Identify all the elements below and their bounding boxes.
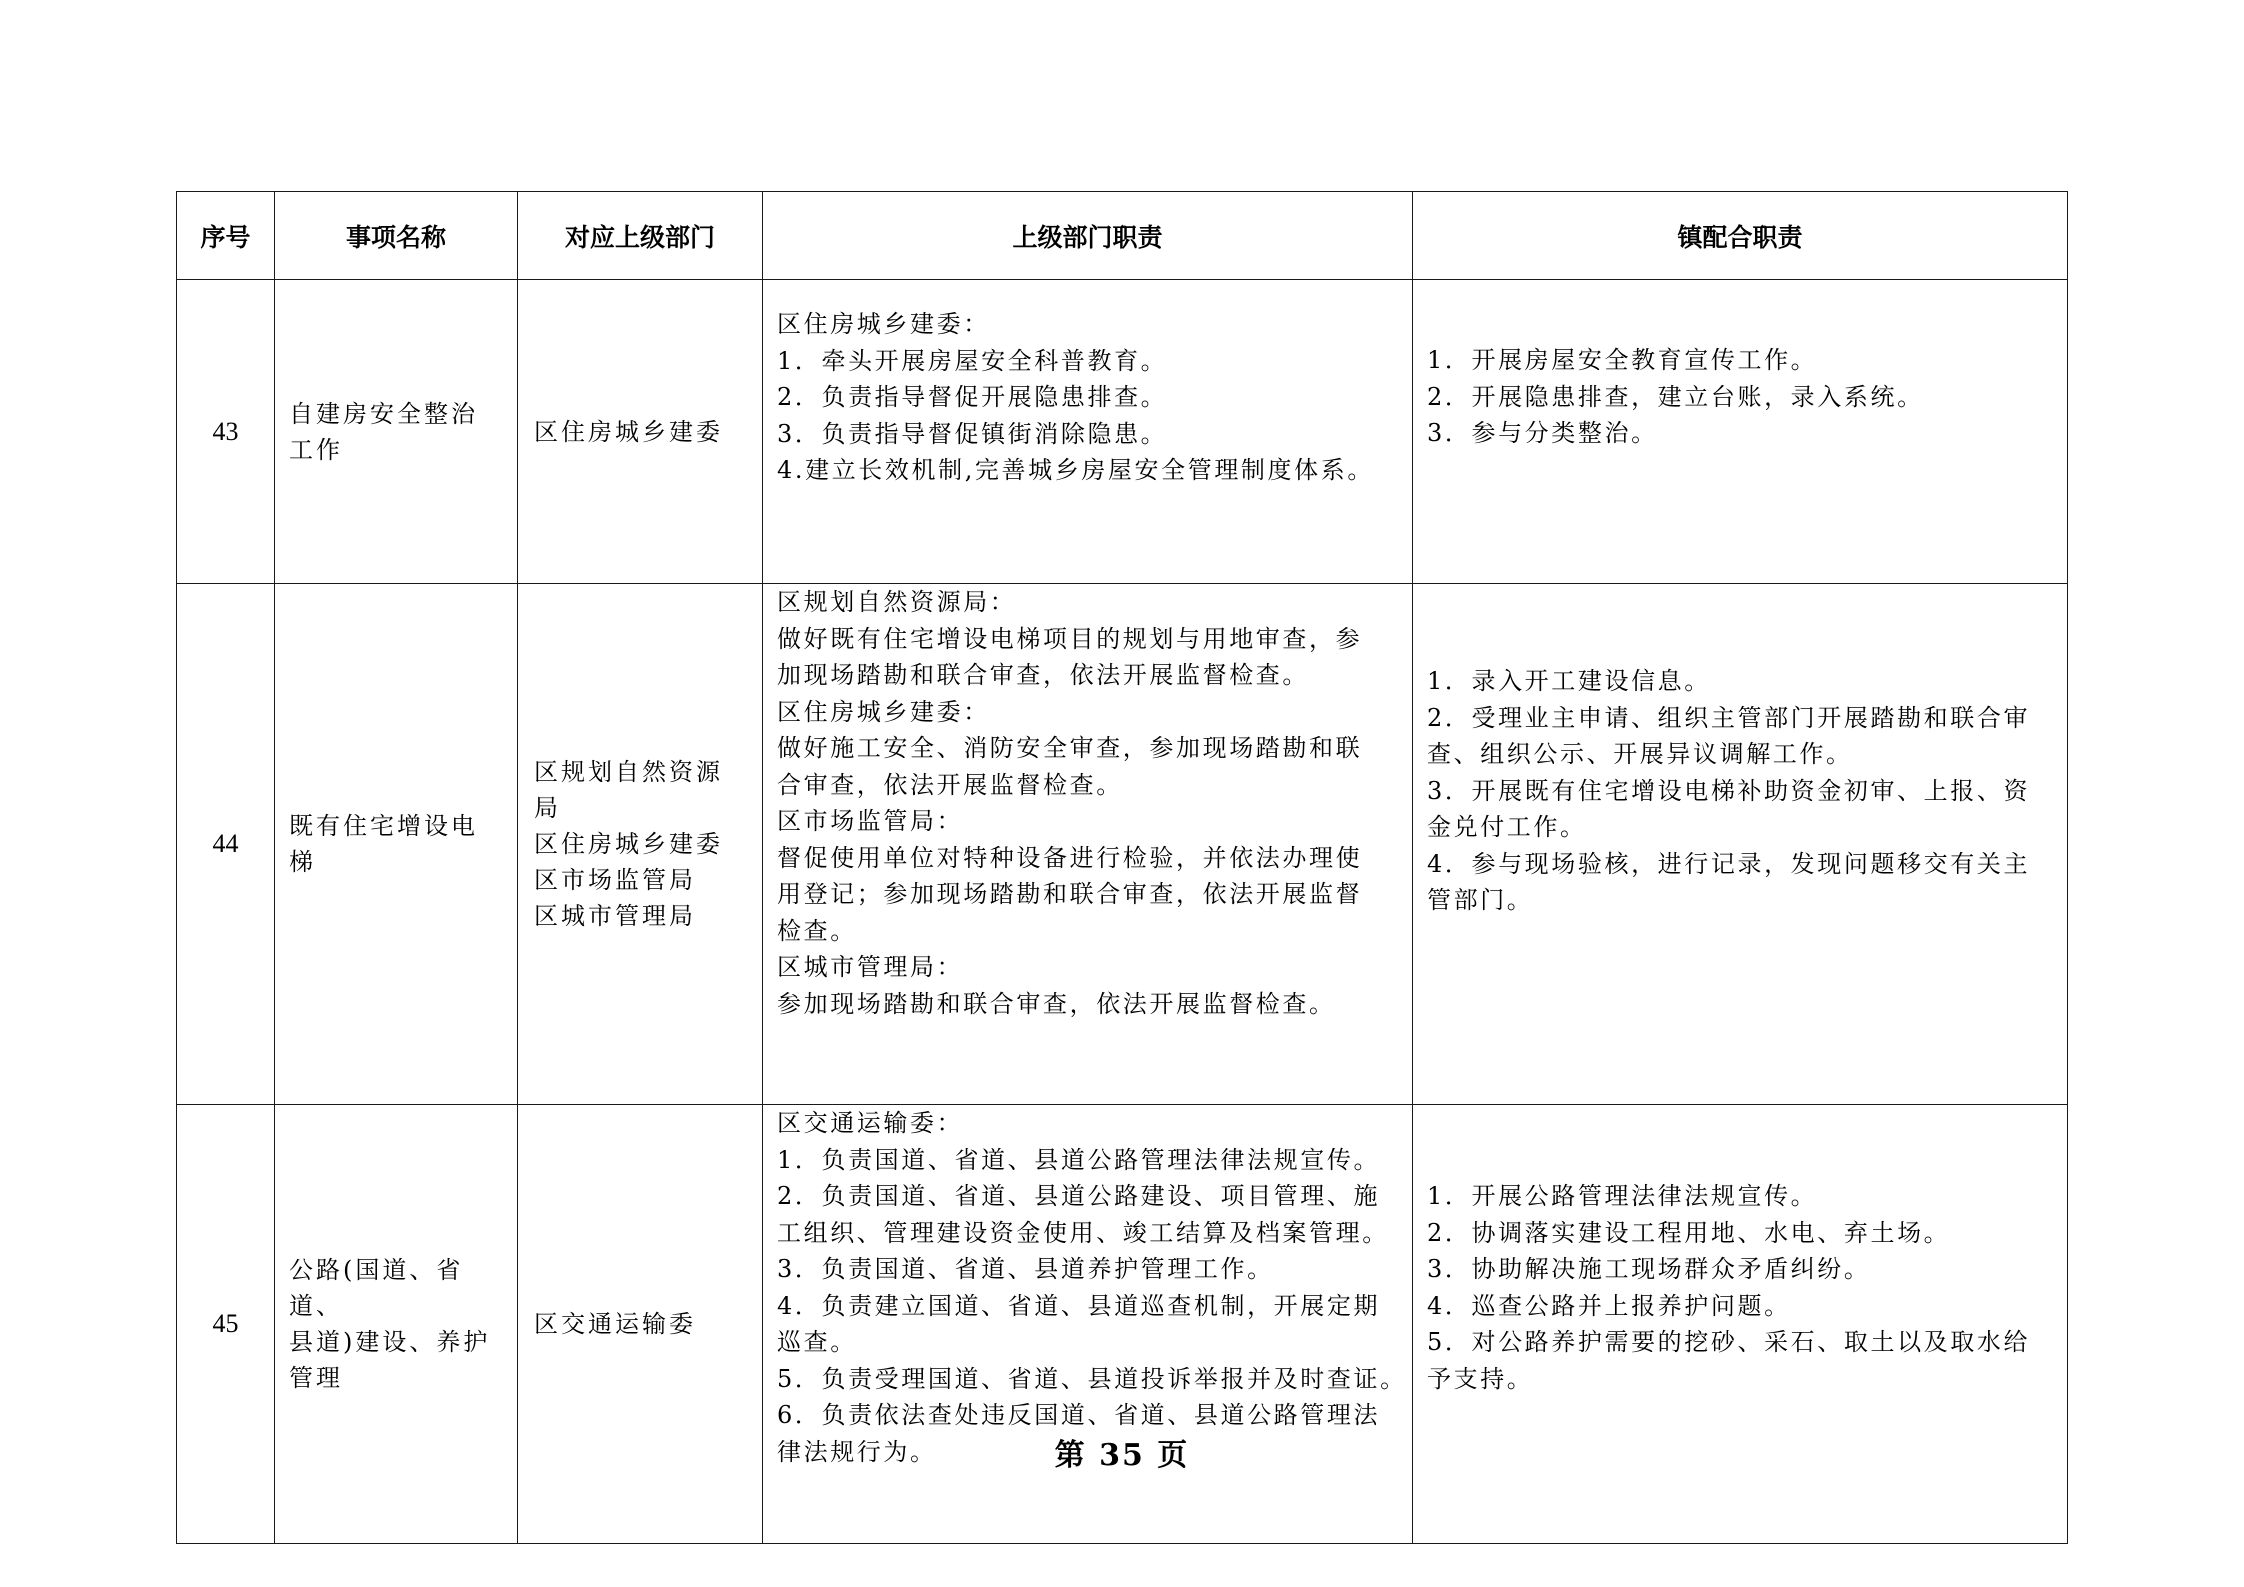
table-body — [177, 280, 2068, 1544]
superior-dept-cell — [518, 1105, 763, 1544]
superior-duty-text: 区规划自然资源局： 做好既有住宅增设电梯项目的规划与用地审查，参 加现场踏勘和联合审查，依法开展监督检查。 区住房城乡建委： 做好施工安全、消防安全审查，参加现场踏勘和联 合审查，依法开展监督检查。 区市场监管局： 督促使用单位对特种设备进行检验，并依法办理使 用登记；参加现场踏勘和联合审查，依法开展监督 检查。 区城市管理局： 参加现场踏勘和联合审查，依法开展监督检查。 — [777, 588, 1363, 1018]
table-row — [177, 584, 2068, 1105]
header-town-duty: 镇配合职责 — [1413, 192, 2068, 280]
town-duty-cell — [1413, 280, 2068, 584]
item-name-cell — [275, 1105, 518, 1544]
town-duty-cell — [1413, 584, 2068, 1105]
superior-duty-cell — [763, 1105, 1413, 1544]
superior-dept-cell — [518, 280, 763, 584]
item-name-text: 公路(国道、省道、 县道)建设、养护 管理 — [289, 1256, 491, 1392]
table-header — [177, 192, 2068, 280]
town-duty-text: 1．开展公路管理法律法规宣传。 2．协调落实建设工程用地、水电、弃土场。 3．协助解决施工现场群众矛盾纠纷。 4．巡查公路并上报养护问题。 5．对公路养护需要的挖砂、采石、取土以及取水给 予支持。 — [1427, 1182, 2031, 1393]
superior-duty-text: 区交通运输委： 1．负责国道、省道、县道公路管理法律法规宣传。 2．负责国道、省道、县道公路建设、项目管理、施 工组织、管理建设资金使用、竣工结算及档案管理。 3．负责国道、省道、县道养护管理工作。 4．负责建立国道、省道、县道巡查机制，开展定期 巡查。 5．负责受理国道、省道、县道投诉举报并及时查证。 6．负责依法查处违反国道、省道、县道公路管理法 律法规行为。 — [777, 1109, 1407, 1466]
header-seq: 序号 — [177, 192, 275, 280]
table-row — [177, 1105, 2068, 1544]
superior-dept-text: 区住房城乡建委 — [534, 417, 723, 446]
town-duty-text: 1．开展房屋安全教育宣传工作。 2．开展隐患排查，建立台账，录入系统。 3．参与分类整治。 — [1427, 346, 1924, 447]
superior-duty-cell — [763, 584, 1413, 1105]
duty-table — [176, 191, 2068, 1544]
superior-dept-text: 区交通运输委 — [534, 1310, 696, 1338]
seq-cell: 45 — [177, 1105, 275, 1544]
superior-dept-cell — [518, 584, 763, 1105]
page-number: 第 35 页 — [1054, 1438, 1190, 1473]
seq-cell: 44 — [177, 584, 275, 1105]
town-duty-cell — [1413, 1105, 2068, 1544]
item-name-text: 自建房安全整治 工作 — [289, 399, 478, 464]
item-name-cell — [275, 280, 518, 584]
item-name-text: 既有住宅增设电 梯 — [289, 812, 478, 876]
superior-dept-text: 区规划自然资源 局 区住房城乡建委 区市场监管局 区城市管理局 — [534, 758, 723, 930]
superior-duty-text: 区住房城乡建委： 1．牵头开展房屋安全科普教育。 2．负责指导督促开展隐患排查。 3．负责指导督促镇街消除隐患。 4.建立长效机制,完善城乡房屋安全管理制度体系。 — [777, 310, 1374, 484]
superior-duty-cell — [763, 280, 1413, 584]
item-name-cell — [275, 584, 518, 1105]
header-row — [177, 192, 2068, 280]
header-superior-duty: 上级部门职责 — [763, 192, 1413, 280]
table-row — [177, 280, 2068, 584]
header-item-name: 事项名称 — [275, 192, 518, 280]
header-superior-dept: 对应上级部门 — [518, 192, 763, 280]
town-duty-text: 1．录入开工建设信息。 2．受理业主申请、组织主管部门开展踏勘和联合审 查、组织公示、开展异议调解工作。 3．开展既有住宅增设电梯补助资金初审、上报、资 金兑付工作。 4．参与现场验核，进行记录，发现问题移交有关主 管部门。 — [1427, 667, 2031, 914]
seq-cell: 43 — [177, 280, 275, 584]
